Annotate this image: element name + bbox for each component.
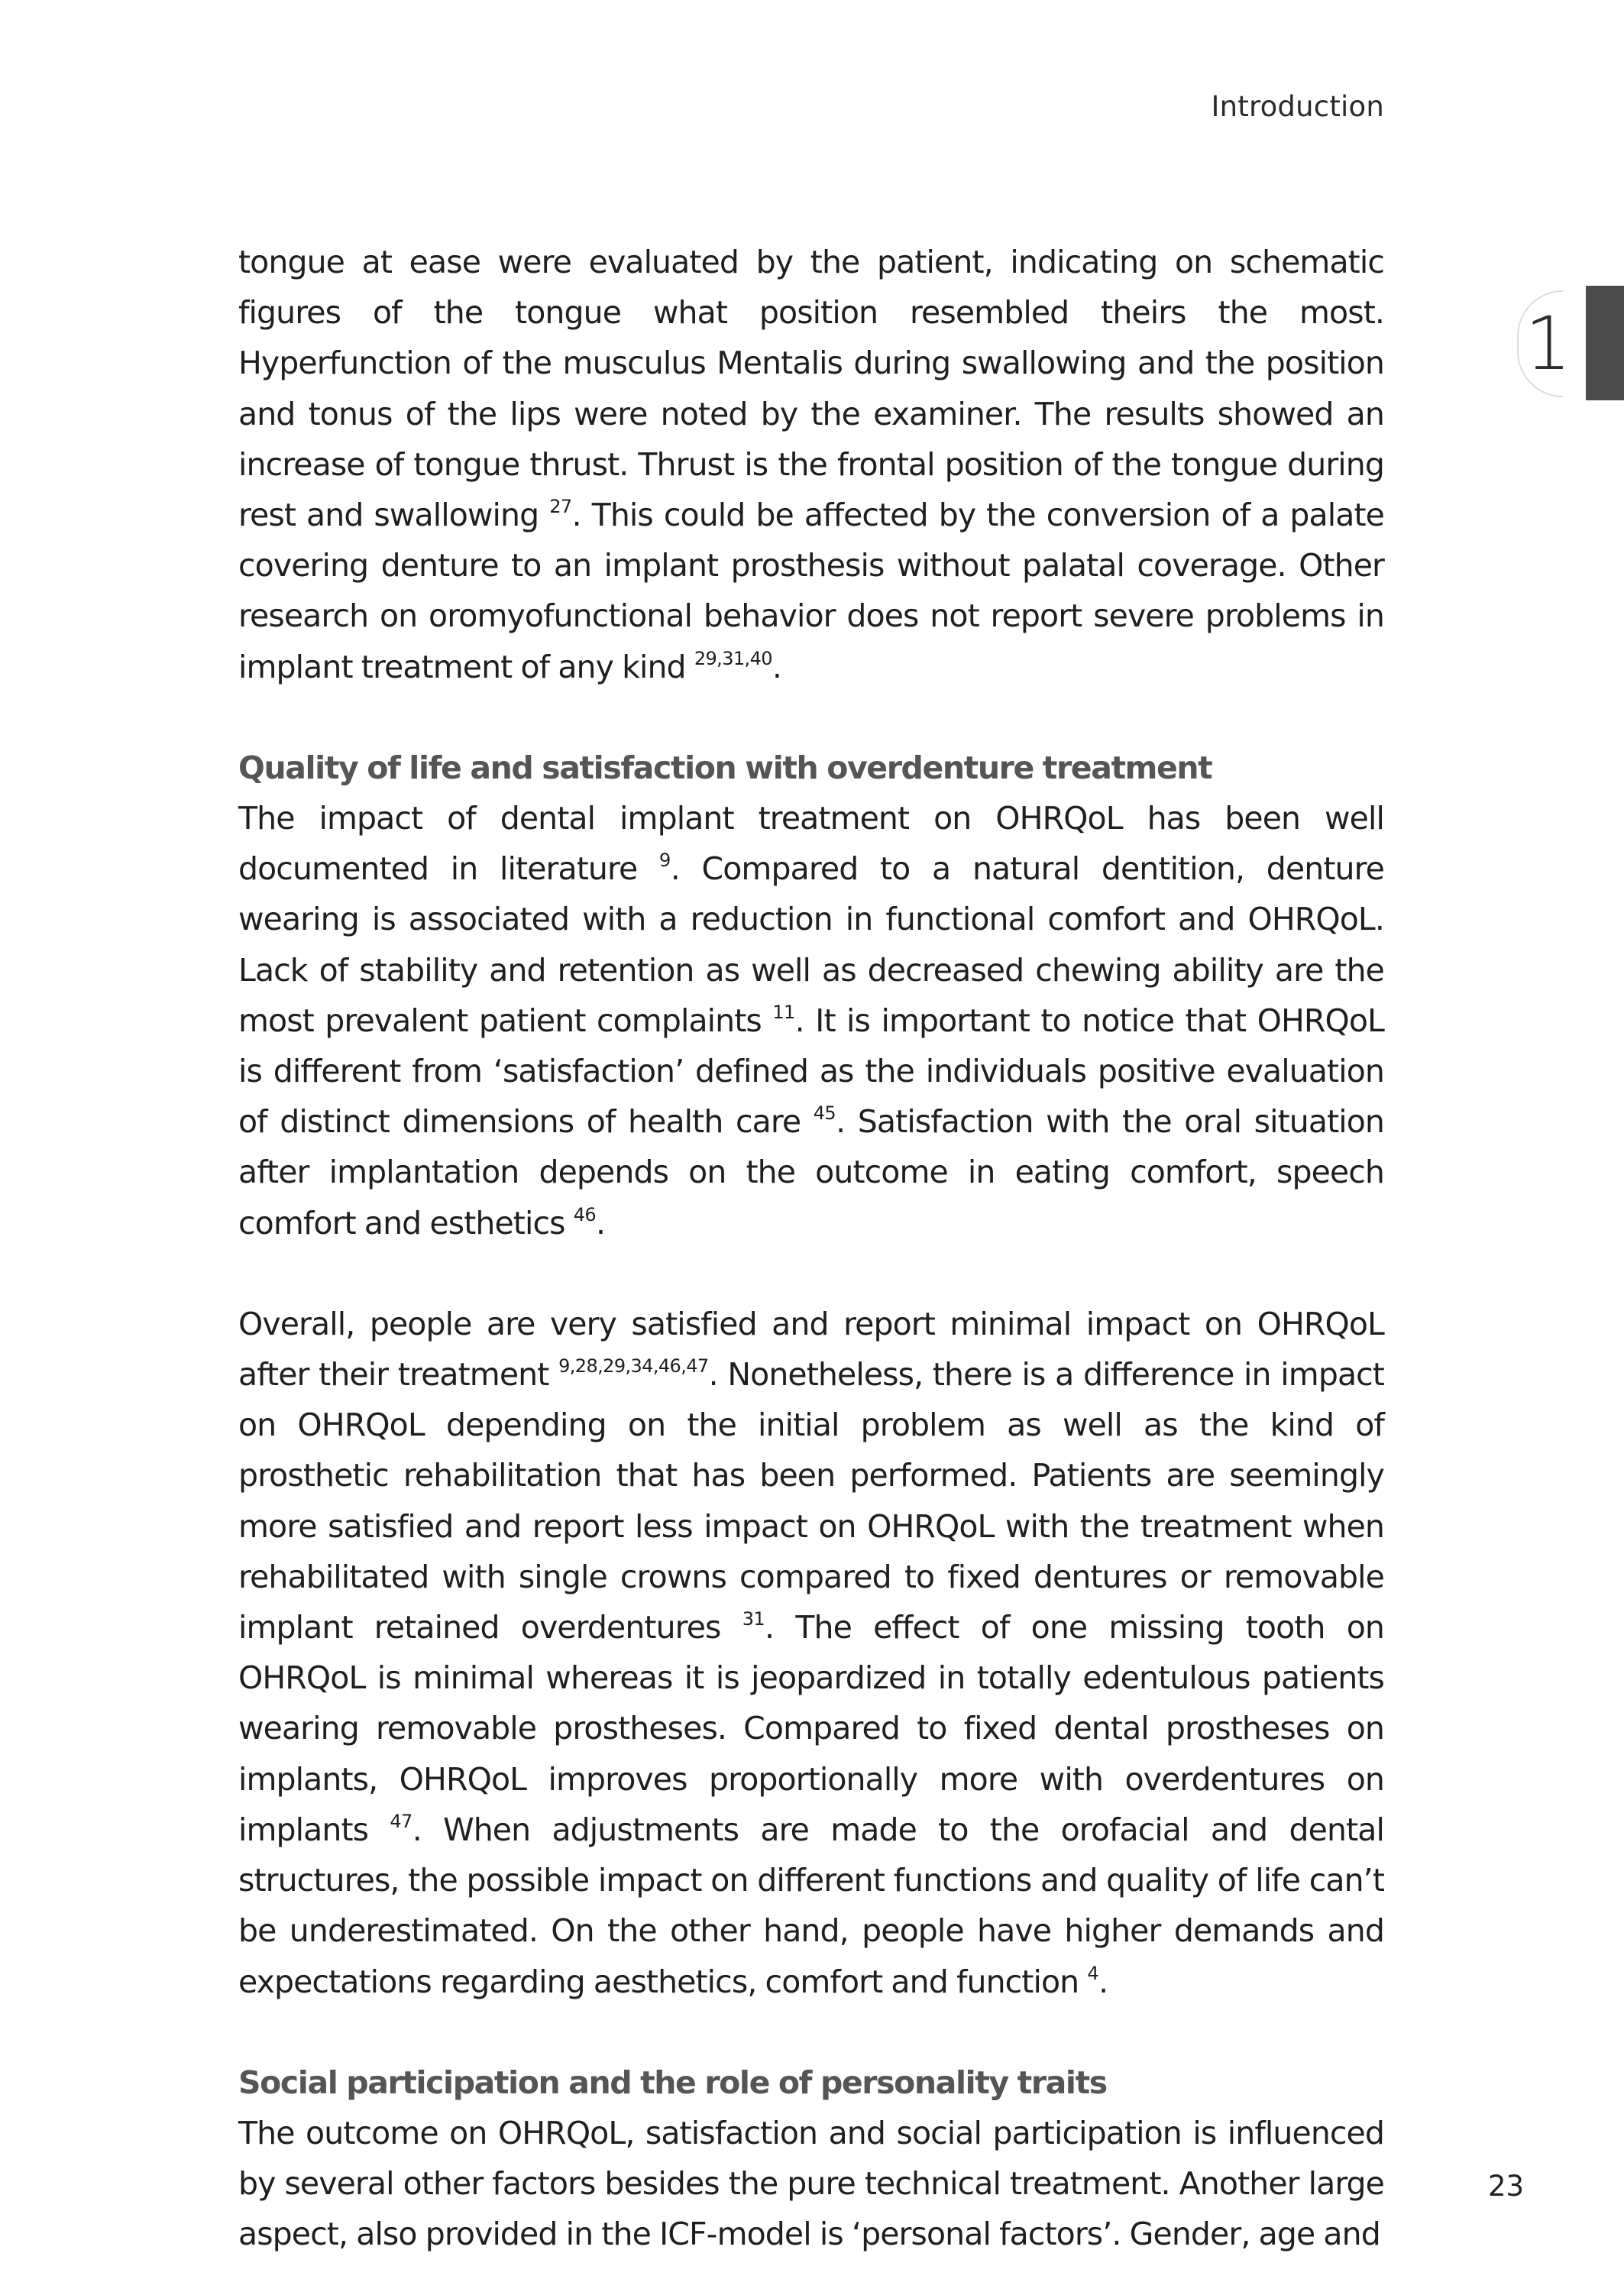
paragraph-text: tongue at ease were evaluated by the patient, indicating on schematic figures of the tongue what position resembled theirs the most. Hyperfunction of the musculus Mentalis during swallowing and the position and tonus of the lips were noted by the examiner. The results showed an increase of tongue thrust. Thrust is the frontal position of the tongue during rest and swallowing bbox=[238, 244, 1384, 534]
paragraph-text: The impact of dental implant treatment on OHRQoL has been well documented in literature bbox=[238, 800, 1384, 888]
chapter-tab-marker bbox=[1586, 286, 1624, 400]
paragraph-text: . This could be affected by the conversion of a palate covering denture to an implant prosthesis without palatal coverage. Other research on oromyofunctional behavior does not report severe problems in implant treatment of any kind bbox=[238, 497, 1384, 685]
paragraph bbox=[238, 2108, 1384, 2260]
paragraph-text: . It is important to notice that OHRQoL is different from ‘satisfaction’ defined as the individuals positive evaluation of distinct dimensions of health care bbox=[238, 1002, 1384, 1141]
paragraph-text: . The effect of one missing tooth on OHRQoL is minimal whereas it is jeopardized in totally edentulous patients wearing removable prostheses. Compared to fixed dental prostheses on implants, OHRQoL improves proportionally more with overdentures on implants bbox=[238, 1609, 1384, 1848]
paragraph-text: . Nonetheless, there is a difference in impact on OHRQoL depending on the initial problem as well as the kind of prosthetic rehabilitation that has been performed. Patients are seemingly more satisfied and report less impact on OHRQoL with the treatment when rehabilitated with single crowns compared to fixed dentures or removable implant retained overdentures bbox=[238, 1356, 1384, 1646]
paragraph-text: The outcome on OHRQoL, satisfaction and social participation is influenced by several other factors besides the pure technical treatment. Another large aspect, also provided in the ICF-model is ‘personal factors’. Gender, age and bbox=[238, 2114, 1384, 2253]
citation: 9 bbox=[659, 850, 671, 872]
citation: 4 bbox=[1087, 1962, 1099, 1984]
chapter-number: 1 bbox=[1525, 301, 1572, 387]
paragraph-text: Overall, people are very satisfied and report minimal impact on OHRQoL after their treatment bbox=[238, 1305, 1384, 1394]
citation: 45 bbox=[813, 1102, 836, 1125]
body-text bbox=[238, 237, 1384, 2260]
running-header: Introduction bbox=[1211, 90, 1384, 123]
paragraph-text: . bbox=[596, 1204, 606, 1242]
paragraph-text: . bbox=[772, 648, 782, 685]
citation: 29,31,40 bbox=[694, 647, 772, 669]
paragraph-text: . bbox=[1098, 1963, 1108, 2000]
section-heading: Social participation and the role of personality traits bbox=[238, 2064, 1107, 2101]
citation: 46 bbox=[573, 1203, 597, 1225]
paragraph-text: . Compared to a natural dentition, denture wearing is associated with a reduction in functional comfort and OHRQoL. Lack of stability and retention as well as decreased chewing ability are the most prevalent patient complaints bbox=[238, 850, 1384, 1039]
citation: 27 bbox=[549, 496, 572, 518]
paragraph-text: . When adjustments are made to the orofacial and dental structures, the possible impact on different functions and quality of life can’t be underestimated. On the other hand, people have higher demands and expectations regarding aesthetics, comfort and function bbox=[238, 1811, 1384, 2000]
paragraph bbox=[238, 793, 1384, 1248]
citation: 31 bbox=[742, 1608, 765, 1630]
citation: 47 bbox=[390, 1810, 412, 1832]
section-heading: Quality of life and satisfaction with overdenture treatment bbox=[238, 749, 1212, 786]
page-number: 23 bbox=[1488, 2170, 1525, 2203]
paragraph bbox=[238, 1299, 1384, 2007]
paragraph bbox=[238, 237, 1384, 692]
citation: 9,28,29,34,46,47 bbox=[558, 1355, 709, 1377]
paragraph-text: . Satisfaction with the oral situation after implantation depends on the outcome in eating comfort, speech comfort and esthetics bbox=[238, 1103, 1385, 1242]
citation: 11 bbox=[772, 1001, 795, 1023]
